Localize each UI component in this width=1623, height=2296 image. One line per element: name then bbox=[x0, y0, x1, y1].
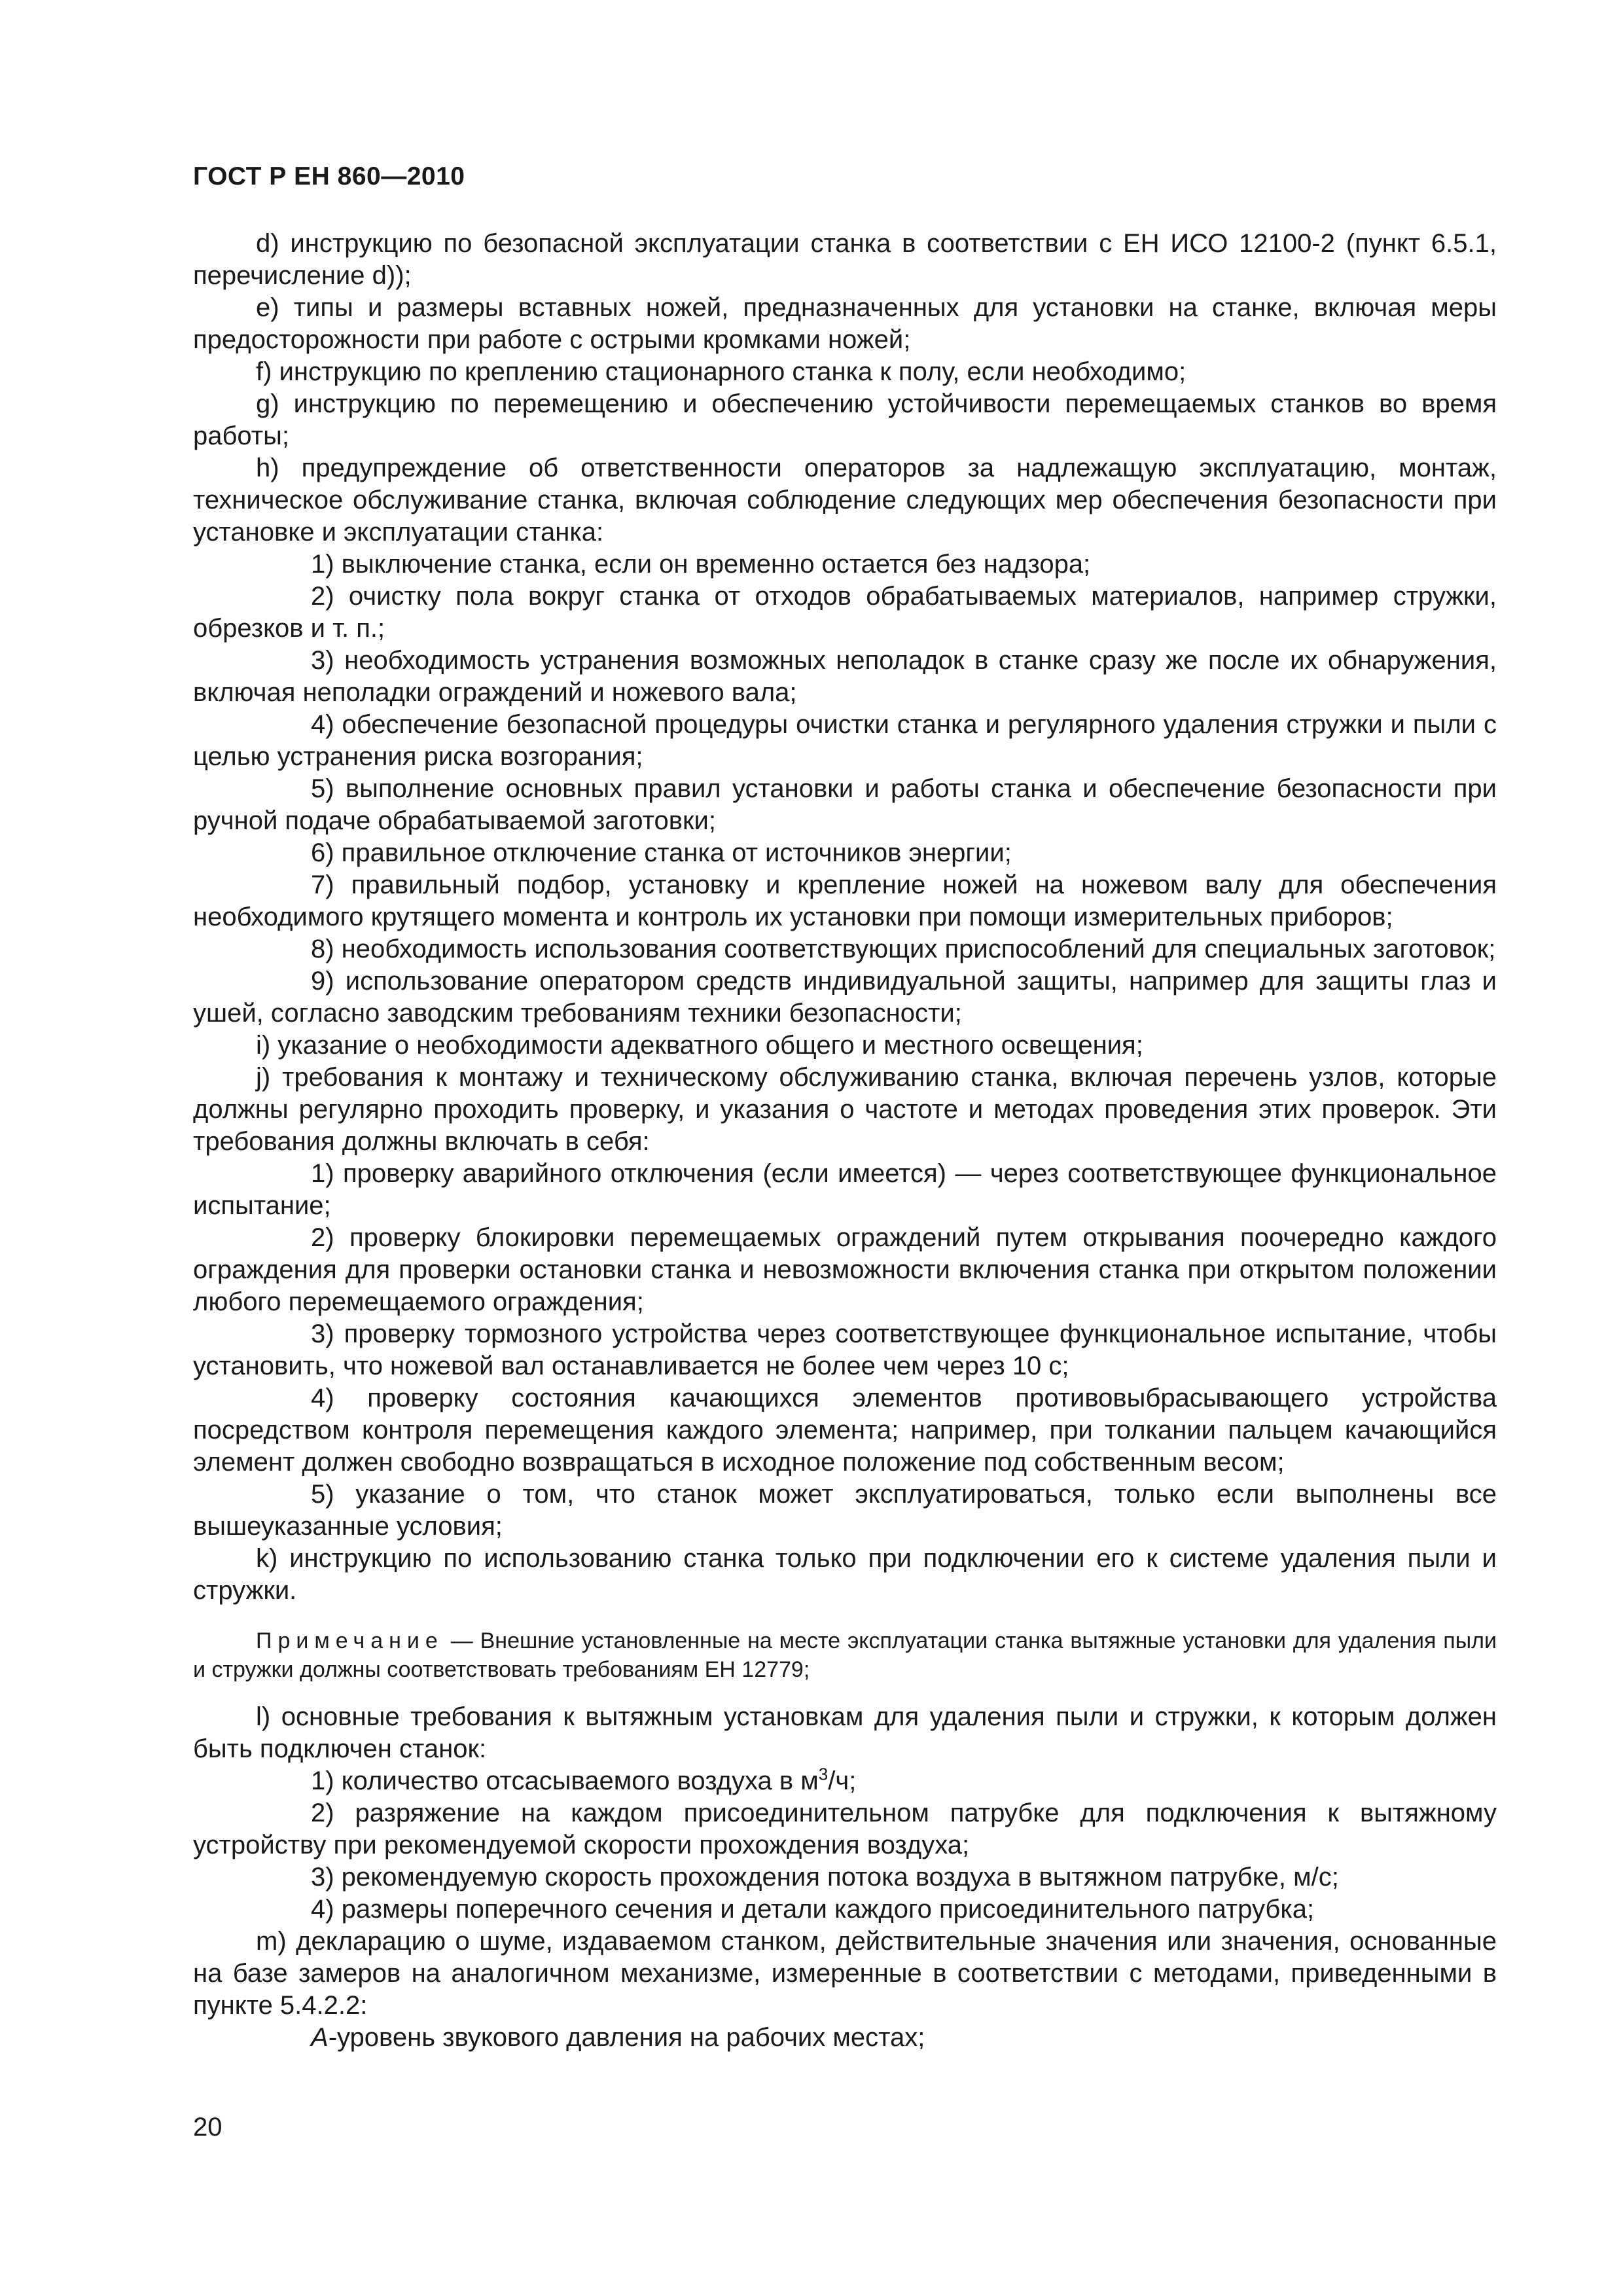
superscript-3: 3 bbox=[818, 1764, 829, 1784]
list-item-l-1 bbox=[193, 1765, 1497, 1797]
list-item-j-3: 3) проверку тормозного устройства через соответствующее функциональное испытание, чтобы установить, что ножевой вал останавливается не более чем через 10 с; bbox=[193, 1319, 1497, 1380]
list-item-h-5: 5) выполнение основных правил установки и работы станка и обеспечение безопасности при ручной подаче обрабатываемой заготовки; bbox=[193, 774, 1497, 835]
list-item-h-6: 6) правильное отключение станка от источников энергии; bbox=[311, 838, 1012, 867]
list-item-h-1: 1) выключение станка, если он временно остается без надзора; bbox=[311, 550, 1091, 579]
air-volume-unit: /ч; bbox=[828, 1767, 857, 1795]
list-item-j: j) требования к монтажу и техническому обслуживанию станка, включая перечень узлов, которые должны регулярно проходить проверку, и указания о частоте и методах проведения этих проверок. Эти требования должны включать в себя: bbox=[193, 1063, 1497, 1156]
list-item-j-4: 4) проверку состояния качающихся элементов противовыбрасывающего устройства посредством контроля перемещения каждого элемента; например, при толкании пальцем качающийся элемент должен свободно возвращаться в исходное положение под собственным весом; bbox=[193, 1384, 1497, 1477]
page-number: 20 bbox=[193, 2113, 223, 2142]
document-body bbox=[193, 228, 1497, 2054]
list-item-h-4: 4) обеспечение безопасной процедуры очистки станка и регулярного удаления стружки и пыли с целью устранения риска возгорания; bbox=[193, 710, 1497, 771]
list-item-e: e) типы и размеры вставных ножей, предназначенных для установки на станке, включая меры предосторожности при работе с острыми кромками ножей; bbox=[193, 293, 1497, 354]
list-item-h-8: 8) необходимость использования соответствующих приспособлений для специальных заготовок; bbox=[311, 935, 1496, 963]
list-item-l-2: 2) разряжение на каждом присоединительном патрубке для подключения к вытяжному устройству при рекомендуемой скорости прохождения воздуха; bbox=[193, 1799, 1497, 1859]
list-item-j-1: 1) проверку аварийного отключения (если имеется) — через соответствующее функциональное испытание; bbox=[193, 1159, 1497, 1220]
list-item-i: i) указание о необходимости адекватного общего и местного освещения; bbox=[256, 1031, 1143, 1060]
a-level-text: -уровень звукового давления на рабочих местах; bbox=[328, 2023, 925, 2052]
list-item-f: f) инструкцию по креплению стационарного станка к полу, если необходимо; bbox=[256, 357, 1186, 386]
list-item-j-2: 2) проверку блокировки перемещаемых ограждений путем открывания поочередно каждого ограждения для проверки остановки станка и невозможности включения станка при открытом положении любого перемещаемого ограждения; bbox=[193, 1223, 1497, 1316]
list-item-d: d) инструкцию по безопасной эксплуатации станка в соответствии с ЕН ИСО 12100-2 (пункт 6.5.1, перечисление d)); bbox=[193, 229, 1497, 290]
list-item-h-3: 3) необходимость устранения возможных неполадок в станке сразу же после их обнаружения, включая неполадки ограждений и ножевого вала; bbox=[193, 646, 1497, 707]
list-item-l-4: 4) размеры поперечного сечения и детали каждого присоединительного патрубка; bbox=[311, 1895, 1315, 1924]
list-item-h-9: 9) использование оператором средств индивидуальной защиты, например для защиты глаз и ушей, согласно заводским требованиям техники безопасности; bbox=[193, 967, 1497, 1028]
list-item-l: l) основные требования к вытяжным установкам для удаления пыли и стружки, к которым должен быть подключен станок: bbox=[193, 1702, 1497, 1763]
list-item-l-3: 3) рекомендуемую скорость прохождения потока воздуха в вытяжном патрубке, м/с; bbox=[311, 1863, 1339, 1892]
list-item-g: g) инструкцию по перемещению и обеспечению устойчивости перемещаемых станков во время работы; bbox=[193, 389, 1497, 450]
list-item-h: h) предупреждение об ответственности операторов за надлежащую эксплуатацию, монтаж, техническое обслуживание станка, включая соблюдение следующих мер обеспечения безопасности при установке и эксплуатации станка: bbox=[193, 454, 1497, 547]
air-volume-text: 1) количество отсасываемого воздуха в м bbox=[311, 1767, 819, 1795]
list-item-h-2: 2) очистку пола вокруг станка от отходов обрабатываемых материалов, например стружки, обрезков и т. п.; bbox=[193, 582, 1497, 643]
note-paragraph bbox=[193, 1626, 1497, 1684]
list-item-m-a-level bbox=[193, 2022, 1497, 2054]
italic-a: А bbox=[311, 2023, 329, 2052]
note-text: — Внешние установленные на месте эксплуатации станка вытяжные установки для удаления пыли и стружки должны соответствовать требованиям ЕН 12779; bbox=[193, 1628, 1497, 1682]
document-code-header: ГОСТ Р ЕН 860—2010 bbox=[193, 162, 465, 190]
list-item-m: m) декларацию о шуме, издаваемом станком, действительные значения или значения, основанные на базе замеров на аналогичном механизме, измеренные в соответствии с методами, приведенными в пункте 5.4.2.2: bbox=[193, 1927, 1497, 2020]
list-item-h-7: 7) правильный подбор, установку и крепление ножей на ножевом валу для обеспечения необходимого крутящего момента и контроль их установки при помощи измерительных приборов; bbox=[193, 870, 1497, 931]
list-item-k: k) инструкцию по использованию станка только при подключении его к системе удаления пыли и стружки. bbox=[193, 1544, 1497, 1605]
list-item-j-5: 5) указание о том, что станок может эксплуатироваться, только если выполнены все вышеуказанные условия; bbox=[193, 1480, 1497, 1541]
note-label: Примечание bbox=[256, 1628, 444, 1653]
